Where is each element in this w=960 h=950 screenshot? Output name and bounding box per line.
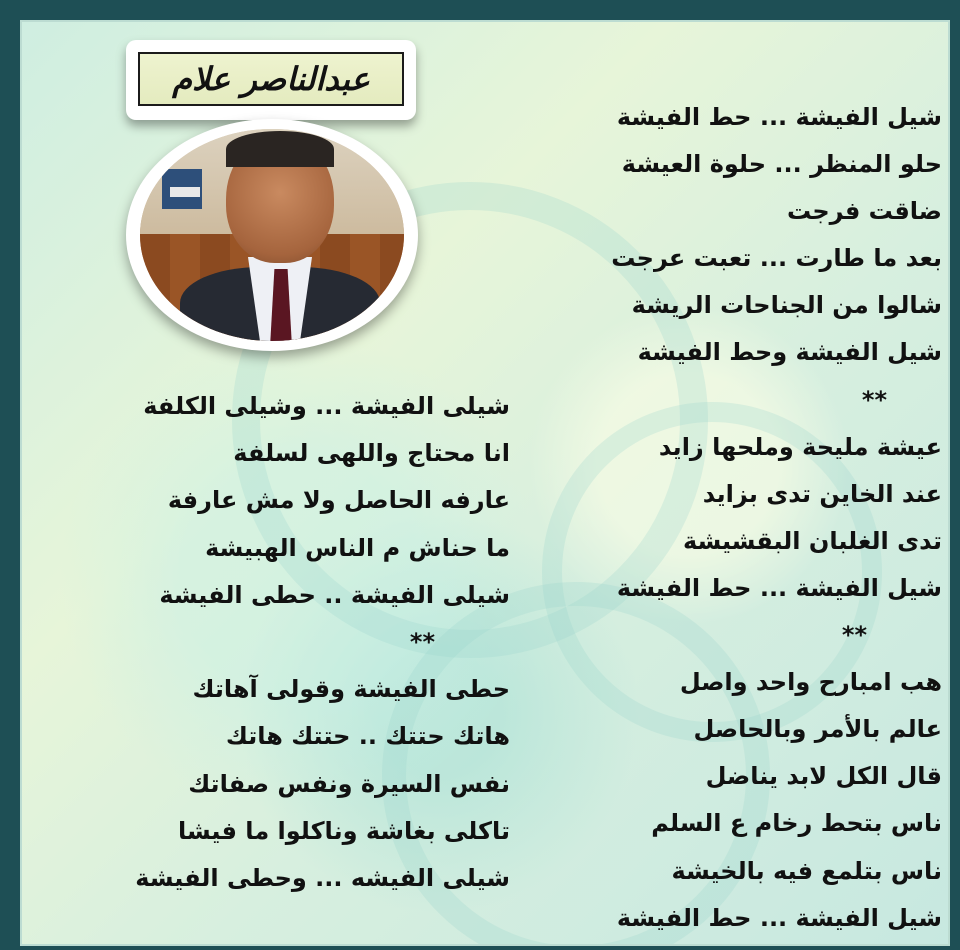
poem-line: شيل الفيشة ... حط الفيشة: [616, 573, 942, 602]
poem-line: تاكلى بغاشة وناكلوا ما فيشا: [178, 816, 510, 845]
poem-left-column: [92, 383, 510, 902]
poem-line: شيلى الفيشة .. حطى الفيشة: [159, 580, 510, 609]
poem-line: ضاقت فرجت: [786, 197, 942, 226]
author-name: عبدالناصر علام: [172, 60, 370, 98]
poem-line: قال الكل لابد يناضل: [705, 762, 942, 791]
poem-line: شالوا من الجناحات الريشة: [631, 291, 942, 320]
author-photo: [140, 129, 404, 341]
poster-background: [20, 20, 950, 946]
author-photo-frame: [126, 119, 418, 351]
poem-line: هب امبارح واحد واصل: [679, 668, 942, 697]
poem-right-column: [562, 94, 942, 942]
stanza-separator: **: [861, 385, 887, 414]
poem-line: شيلى الفيشه ... وحطى الفيشة: [135, 864, 510, 893]
poem-line: ما حناش م الناس الهبيشة: [205, 533, 510, 562]
poem-line: حلو المنظر ... حلوة العيشة: [621, 150, 942, 179]
poem-line: شيلى الفيشة ... وشيلى الكلفة: [143, 392, 510, 420]
poem-line: عيشة مليحة وملحها زايد: [658, 432, 942, 461]
poem-line: شيل الفيشة ... حط الفيشة: [616, 103, 942, 131]
poem-line: شيل الفيشة وحط الفيشة: [637, 338, 942, 367]
poem-line: نفس السيرة ونفس صفاتك: [188, 769, 510, 798]
poem-line: ناس بتحط رخام ع السلم: [651, 809, 942, 838]
poem-line: عند الخاين تدى بزايد: [702, 479, 942, 508]
author-name-box: [138, 52, 404, 106]
poem-line: شيل الفيشة ... حط الفيشة: [616, 903, 942, 932]
stanza-separator: **: [841, 621, 867, 650]
author-name-plate: [126, 40, 416, 120]
poem-line: بعد ما طارت ... تعبت عرجت: [611, 244, 942, 273]
poem-line: عالم بالأمر وبالحاصل: [693, 715, 942, 744]
poem-line: انا محتاج واللهى لسلفة: [233, 439, 510, 468]
poem-line: عارفه الحاصل ولا مش عارفة: [167, 486, 510, 515]
poem-line: ناس بتلمع فيه بالخيشة: [671, 856, 942, 885]
poem-line: هاتك حتتك .. حتتك هاتك: [225, 722, 510, 751]
poem-line: حطى الفيشة وقولى آهاتك: [192, 675, 510, 704]
stanza-separator: **: [409, 628, 435, 657]
poem-line: تدى الغلبان البقشيشة: [683, 526, 942, 555]
